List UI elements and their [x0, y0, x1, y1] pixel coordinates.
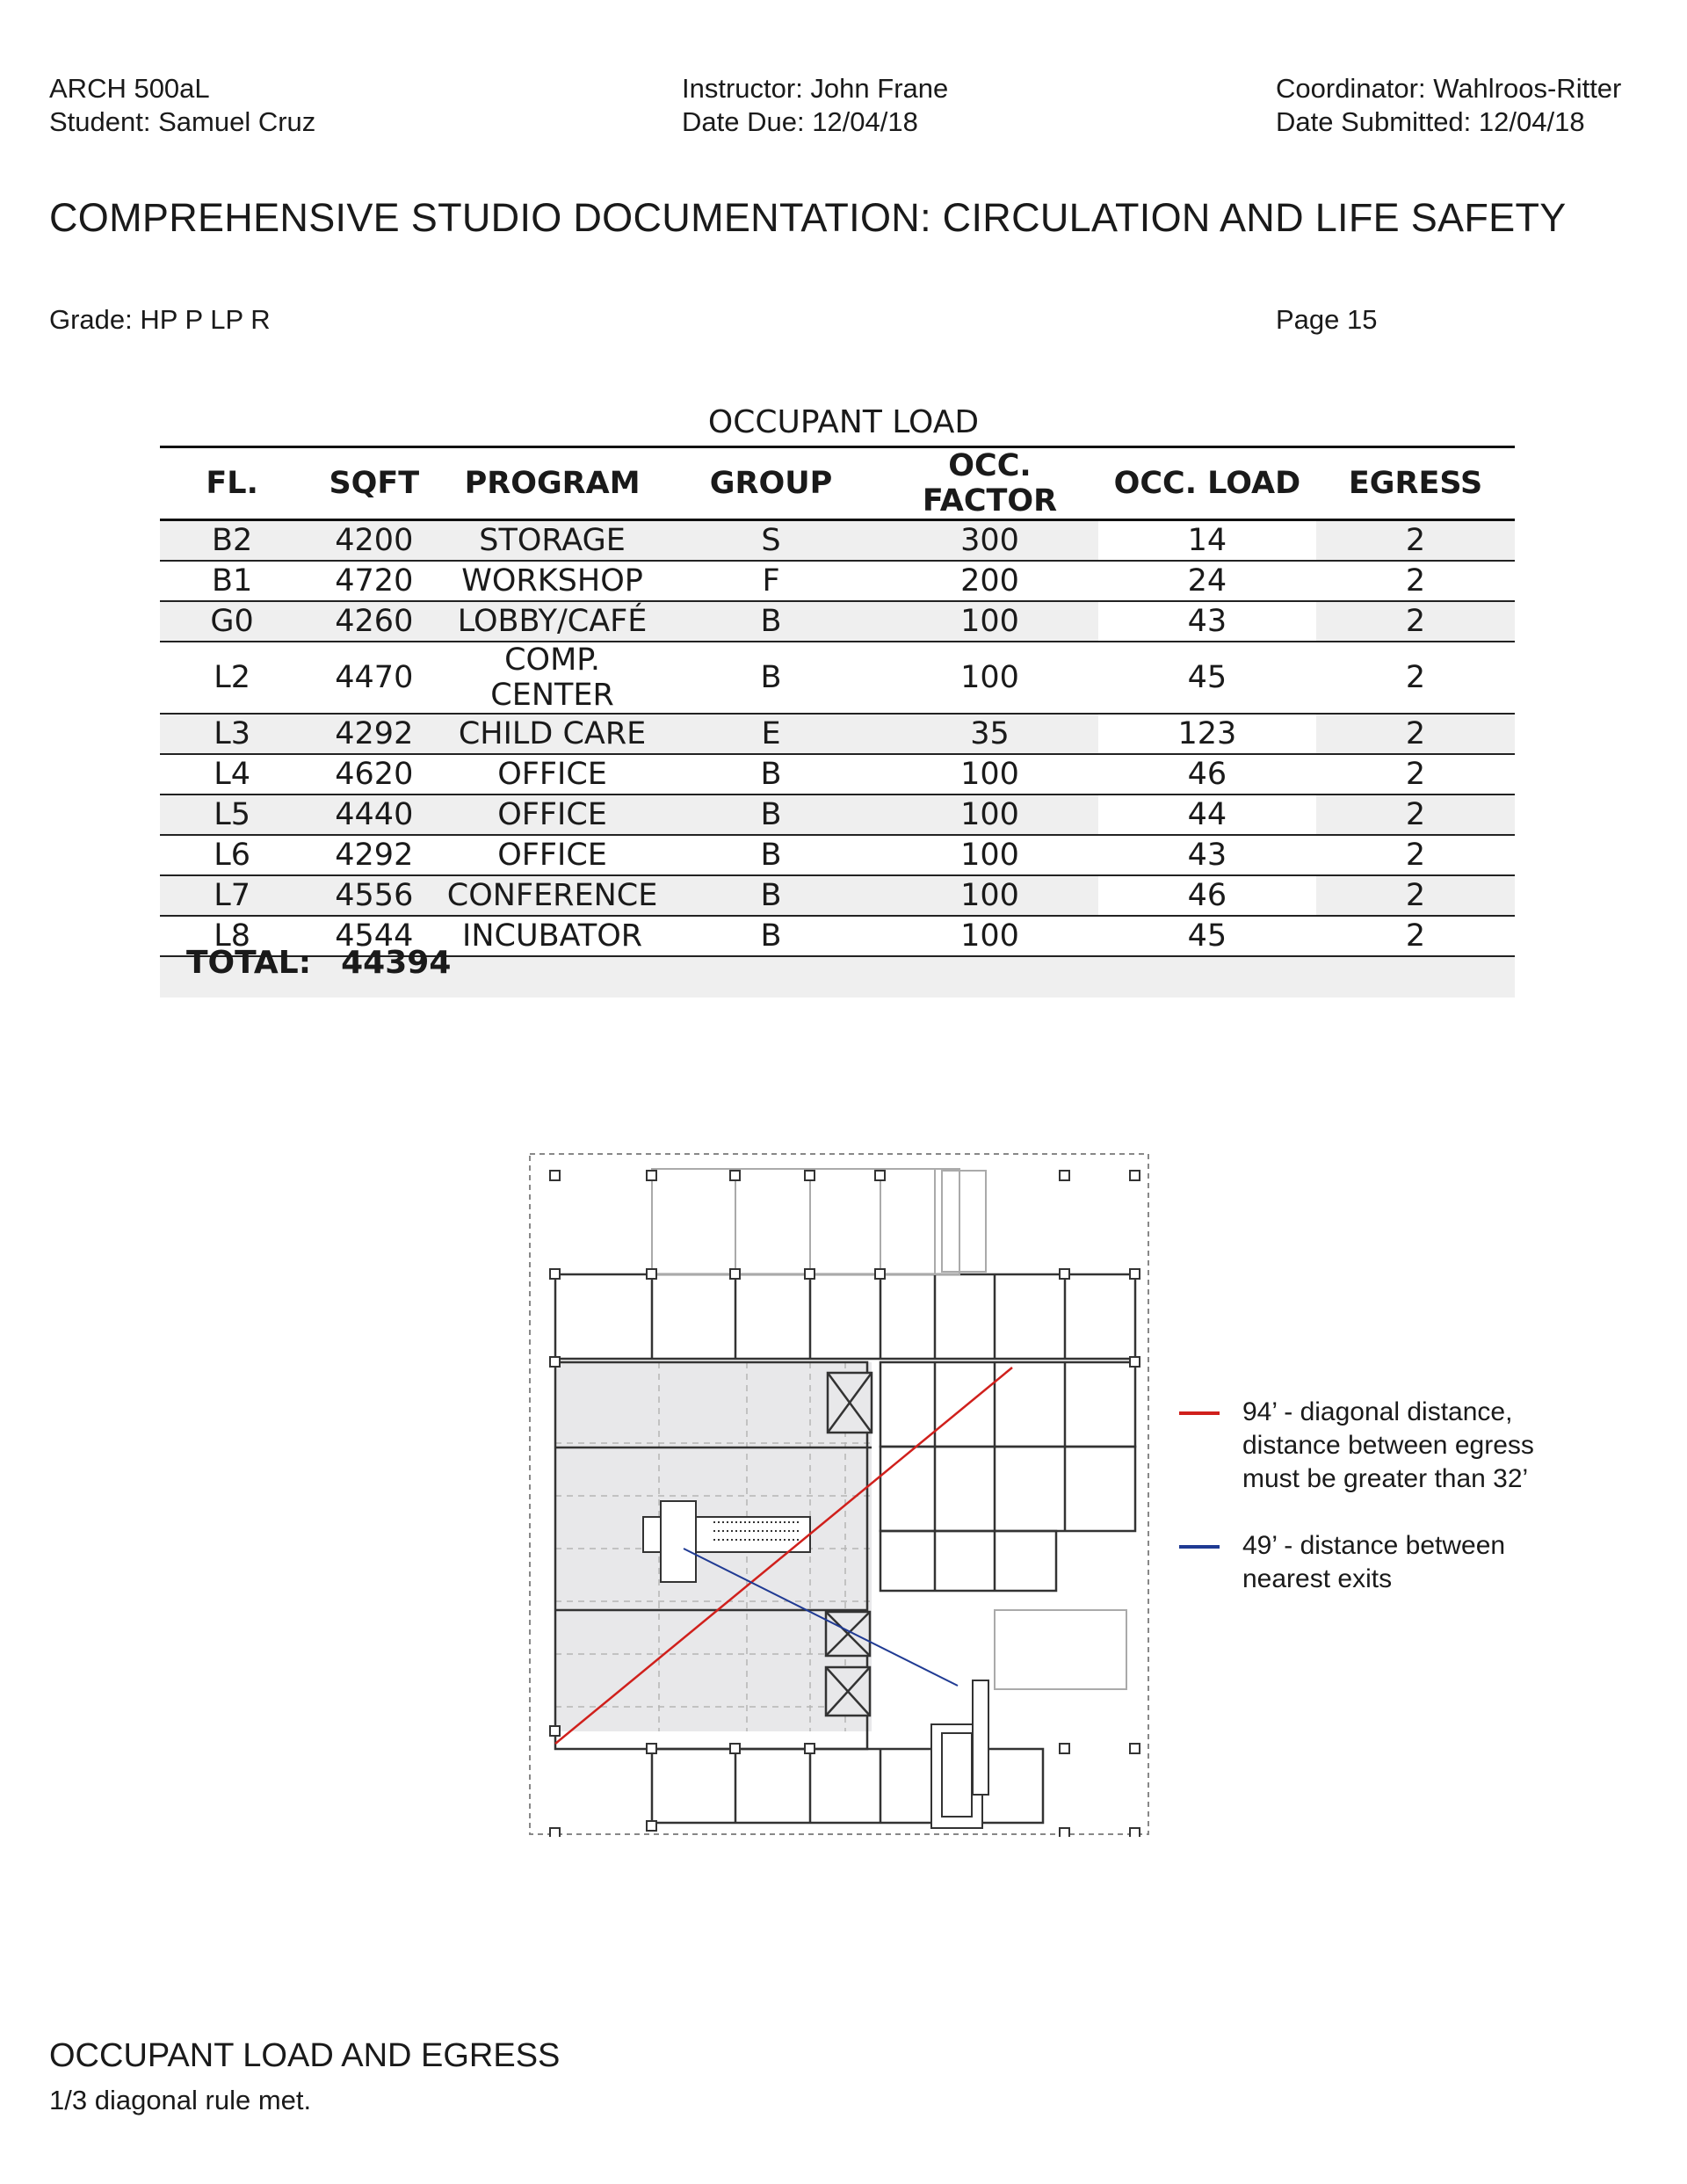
- page-number: Page 15: [1276, 304, 1378, 335]
- table-row: [160, 520, 1515, 562]
- stair-lower: [931, 1680, 988, 1828]
- legend-item-nearest-exits: [1179, 1529, 1505, 1596]
- table-row: [160, 795, 1515, 835]
- total-row: [186, 945, 451, 981]
- cell-group: S: [661, 520, 882, 562]
- cell-egress: 2: [1316, 916, 1515, 956]
- date-due: Date Due: 12/04/18: [682, 106, 918, 137]
- cell-sqft: 4440: [304, 795, 444, 835]
- cell-fl: L7: [160, 875, 304, 916]
- cell-group: E: [661, 714, 882, 754]
- cell-group: B: [661, 754, 882, 795]
- cell-sqft: 4556: [304, 875, 444, 916]
- cell-program: CHILD CARE: [444, 714, 660, 754]
- header-center: [682, 72, 948, 139]
- cell-sqft: 4200: [304, 520, 444, 562]
- cell-egress: 2: [1316, 754, 1515, 795]
- cell-group: B: [661, 875, 882, 916]
- cell-program: OFFICE: [444, 795, 660, 835]
- coordinator: Coordinator: Wahlroos-Ritter: [1276, 73, 1622, 104]
- cell-program: CONFERENCE: [444, 875, 660, 916]
- cell-sqft: 4470: [304, 642, 444, 714]
- cell-fl: L6: [160, 835, 304, 875]
- cell-program: STORAGE: [444, 520, 660, 562]
- cell-fl: L3: [160, 714, 304, 754]
- cell-occ-factor: 100: [881, 601, 1097, 642]
- cell-program: OFFICE: [444, 835, 660, 875]
- cell-egress: 2: [1316, 561, 1515, 601]
- table-row: [160, 835, 1515, 875]
- cell-fl: B2: [160, 520, 304, 562]
- cell-egress: 2: [1316, 714, 1515, 754]
- cell-occ-load: 45: [1098, 916, 1316, 956]
- blue-line-swatch: [1179, 1545, 1220, 1549]
- header-egress: EGRESS: [1316, 447, 1515, 520]
- cell-occ-load: 45: [1098, 642, 1316, 714]
- cell-occ-load: 14: [1098, 520, 1316, 562]
- cell-program: OFFICE: [444, 754, 660, 795]
- date-submitted: Date Submitted: 12/04/18: [1276, 106, 1585, 137]
- header-occ-load: OCC. LOAD: [1098, 447, 1316, 520]
- student-name: Student: Samuel Cruz: [49, 106, 316, 137]
- cell-occ-factor: 100: [881, 916, 1097, 956]
- cell-egress: 2: [1316, 520, 1515, 562]
- cell-fl: L5: [160, 795, 304, 835]
- table-row: [160, 754, 1515, 795]
- cell-occ-factor: 100: [881, 642, 1097, 714]
- cell-occ-load: 43: [1098, 835, 1316, 875]
- cell-sqft: 4260: [304, 601, 444, 642]
- cell-egress: 2: [1316, 601, 1515, 642]
- cell-group: B: [661, 835, 882, 875]
- legend-diagonal-line-2: distance between egress: [1242, 1431, 1534, 1460]
- legend-exits-line-1: 49’ - distance between: [1242, 1531, 1506, 1560]
- header-program: PROGRAM: [444, 447, 660, 520]
- header-sqft: SQFT: [304, 447, 444, 520]
- header-group: GROUP: [661, 447, 882, 520]
- cell-fl: G0: [160, 601, 304, 642]
- cell-fl: B1: [160, 561, 304, 601]
- cell-fl: L4: [160, 754, 304, 795]
- total-label: TOTAL:: [186, 945, 312, 981]
- legend-exits-line-2: nearest exits: [1242, 1564, 1393, 1593]
- cell-egress: 2: [1316, 795, 1515, 835]
- cell-occ-factor: 100: [881, 754, 1097, 795]
- legend-diagonal-line-3: must be greater than 32’: [1242, 1464, 1529, 1493]
- cell-occ-factor: 300: [881, 520, 1097, 562]
- legend-item-diagonal: [1179, 1396, 1534, 1496]
- cell-program: COMP. CENTER: [444, 642, 660, 714]
- cell-sqft: 4720: [304, 561, 444, 601]
- cell-occ-factor: 100: [881, 795, 1097, 835]
- floor-plan-diagram: [529, 1153, 1151, 1837]
- header-right: [1276, 72, 1621, 139]
- cell-group: B: [661, 795, 882, 835]
- cell-fl: L2: [160, 642, 304, 714]
- cell-sqft: 4292: [304, 714, 444, 754]
- cell-egress: 2: [1316, 835, 1515, 875]
- total-value: 44394: [341, 945, 452, 981]
- table-row: [160, 714, 1515, 754]
- header-fl: FL.: [160, 447, 304, 520]
- cell-occ-load: 44: [1098, 795, 1316, 835]
- cell-group: B: [661, 642, 882, 714]
- occupant-load-table: [160, 446, 1515, 998]
- instructor: Instructor: John Frane: [682, 73, 949, 104]
- cell-group: B: [661, 601, 882, 642]
- course-code: ARCH 500aL: [49, 73, 210, 104]
- cell-program: LOBBY/CAFÉ: [444, 601, 660, 642]
- cell-group: B: [661, 916, 882, 956]
- red-line-swatch: [1179, 1411, 1220, 1415]
- cell-sqft: 4544: [304, 916, 444, 956]
- table-row: [160, 875, 1515, 916]
- cell-occ-factor: 35: [881, 714, 1097, 754]
- section-title: OCCUPANT LOAD AND EGRESS: [49, 2037, 561, 2074]
- cell-occ-load: 46: [1098, 754, 1316, 795]
- cell-occ-load: 24: [1098, 561, 1316, 601]
- table-row: [160, 561, 1515, 601]
- cell-occ-factor: 200: [881, 561, 1097, 601]
- cell-occ-factor: 100: [881, 875, 1097, 916]
- page-title: COMPREHENSIVE STUDIO DOCUMENTATION: CIRCULATION AND LIFE SAFETY: [49, 195, 1567, 240]
- grade-line: Grade: HP P LP R: [49, 304, 271, 335]
- cell-group: F: [661, 561, 882, 601]
- section-subtitle: 1/3 diagonal rule met.: [49, 2085, 312, 2115]
- cell-occ-factor: 100: [881, 835, 1097, 875]
- cell-sqft: 4620: [304, 754, 444, 795]
- cell-fl: L8: [160, 916, 304, 956]
- legend-diagonal-line-1: 94’ - diagonal distance,: [1242, 1397, 1513, 1426]
- table-header-row: [160, 447, 1515, 520]
- header-left: [49, 72, 315, 139]
- cell-egress: 2: [1316, 642, 1515, 714]
- cell-program: INCUBATOR: [444, 916, 660, 956]
- cell-occ-load: 46: [1098, 875, 1316, 916]
- cell-occ-load: 123: [1098, 714, 1316, 754]
- table-row: [160, 601, 1515, 642]
- cell-sqft: 4292: [304, 835, 444, 875]
- occupant-table-title: OCCUPANT LOAD: [707, 404, 980, 440]
- cell-program: WORKSHOP: [444, 561, 660, 601]
- header-occ-factor: OCC. FACTOR: [881, 447, 1097, 520]
- cell-occ-load: 43: [1098, 601, 1316, 642]
- cell-egress: 2: [1316, 875, 1515, 916]
- table-row: [160, 642, 1515, 714]
